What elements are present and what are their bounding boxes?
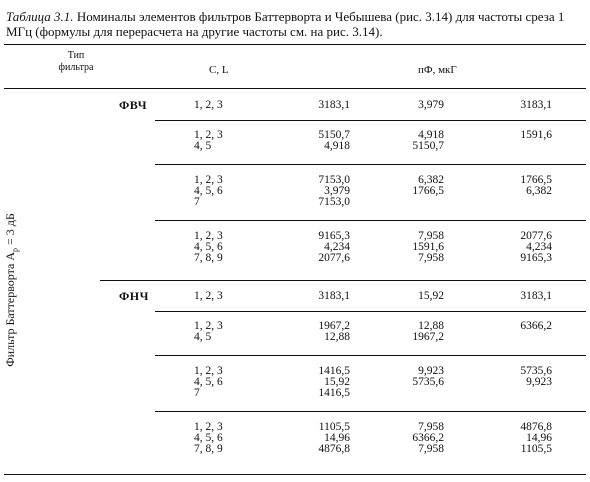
value-col2: 1591,6: [412, 241, 444, 253]
table-row: [0, 444, 590, 455]
side-label-sub: р: [10, 247, 20, 252]
value-col2: 7,958: [418, 443, 444, 455]
table-row: [0, 433, 590, 444]
value-col2: 12,88: [418, 320, 444, 332]
value-col2: 7,958: [418, 252, 444, 264]
value-col1: 1416,5: [318, 387, 350, 399]
table-row: [0, 186, 590, 197]
value-col2: 15,92: [418, 290, 444, 302]
element-indices: 7: [194, 196, 200, 208]
value-col3: 6366,2: [520, 320, 552, 332]
table-caption: [6, 9, 584, 39]
value-col1: 7153,0: [318, 196, 350, 208]
value-col3: 3183,1: [520, 290, 552, 302]
top-rule: [4, 44, 586, 45]
table-row: [0, 377, 590, 388]
value-col2: 6,382: [418, 174, 444, 186]
element-indices: 1, 2, 3: [194, 174, 223, 186]
value-col1: 5150,7: [318, 129, 350, 141]
element-indices: 4, 5, 6: [194, 376, 223, 388]
value-col3: 1105,5: [520, 443, 552, 455]
element-indices: 7, 8, 9: [194, 252, 223, 264]
table-row: [0, 366, 590, 377]
element-indices: 1, 2, 3: [194, 290, 223, 302]
value-col2: 5735,6: [412, 376, 444, 388]
value-col2: 3,979: [418, 99, 444, 111]
element-indices: 1, 2, 3: [194, 421, 223, 433]
section-rule: [100, 280, 586, 281]
element-indices: 1, 2, 3: [194, 230, 223, 242]
table-row: [0, 242, 590, 253]
header-cl: С, L: [209, 64, 229, 76]
group-separator: [155, 355, 586, 356]
value-col3: 1591,6: [520, 129, 552, 141]
table-row: [0, 291, 590, 302]
element-indices: 4, 5, 6: [194, 432, 223, 444]
value-col1: 14,96: [324, 432, 350, 444]
group-separator: [155, 120, 586, 121]
table-row: [0, 130, 590, 141]
bottom-rule: [4, 474, 586, 475]
section-title: ФНЧ: [119, 289, 149, 303]
value-col2: 7,958: [418, 421, 444, 433]
caption-text: Номиналы элементов фильтров Баттерворта и Чебышева (рис. 3.14) для частоты среза 1 МГц (формулы для перерасчета на другие частоты см. на рис. 3.14).: [6, 9, 565, 39]
element-indices: 7: [194, 387, 200, 399]
value-col1: 1967,2: [318, 320, 350, 332]
value-col3: 6,382: [526, 185, 552, 197]
value-col2: 7,958: [418, 230, 444, 242]
value-col1: 12,88: [324, 331, 350, 343]
element-indices: 4, 5: [194, 331, 212, 343]
value-col1: 2077,6: [318, 252, 350, 264]
element-indices: 4, 5, 6: [194, 185, 223, 197]
side-label-tail: = 3 дБ: [3, 213, 17, 248]
value-col3: 9,923: [526, 376, 552, 388]
value-col3: 5735,6: [520, 365, 552, 377]
element-indices: 1, 2, 3: [194, 129, 223, 141]
element-indices: 1, 2, 3: [194, 99, 223, 111]
header-units: пФ, мкГ: [418, 64, 457, 76]
header-type-line2: фильтра: [58, 62, 94, 73]
side-label: [1, 190, 19, 390]
table-row: [0, 388, 590, 399]
table-row: [0, 100, 590, 111]
value-col1: 9165,3: [318, 230, 350, 242]
element-indices: 4, 5, 6: [194, 241, 223, 253]
value-col1: 3183,1: [318, 290, 350, 302]
table-row: [0, 197, 590, 208]
table-row: [0, 231, 590, 242]
section-title: ФВЧ: [119, 98, 148, 112]
value-col3: 9165,3: [520, 252, 552, 264]
value-col1: 4,918: [324, 140, 350, 152]
value-col1: 1105,5: [318, 421, 350, 433]
value-col2: 1766,5: [412, 185, 444, 197]
value-col3: 4,234: [526, 241, 552, 253]
value-col3: 3183,1: [520, 99, 552, 111]
element-indices: 7, 8, 9: [194, 443, 223, 455]
caption-lead: Таблица 3.1.: [6, 9, 74, 24]
value-col2: 6366,2: [412, 432, 444, 444]
group-separator: [155, 311, 586, 312]
header-rule: [4, 88, 586, 89]
value-col1: 15,92: [324, 376, 350, 388]
value-col3: 14,96: [526, 432, 552, 444]
value-col2: 9,923: [418, 365, 444, 377]
group-separator: [155, 220, 586, 221]
element-indices: 4, 5: [194, 140, 212, 152]
table-row: [0, 175, 590, 186]
value-col1: 4876,8: [318, 443, 350, 455]
table-row: [0, 321, 590, 332]
value-col1: 1416,5: [318, 365, 350, 377]
table-row: [0, 332, 590, 343]
side-label-text: Фильтр Баттерворта A: [3, 251, 17, 367]
table-row: [0, 422, 590, 433]
value-col2: 4,918: [418, 129, 444, 141]
element-indices: 1, 2, 3: [194, 320, 223, 332]
group-separator: [155, 164, 586, 165]
table-row: [0, 141, 590, 152]
element-indices: 1, 2, 3: [194, 365, 223, 377]
table-row: [0, 253, 590, 264]
value-col3: 4876,8: [520, 421, 552, 433]
group-separator: [155, 411, 586, 412]
header-filter-type: [40, 50, 112, 74]
value-col2: 1967,2: [412, 331, 444, 343]
value-col3: 2077,6: [520, 230, 552, 242]
value-col1: 3,979: [324, 185, 350, 197]
value-col1: 4,234: [324, 241, 350, 253]
value-col2: 5150,7: [412, 140, 444, 152]
value-col1: 3183,1: [318, 99, 350, 111]
value-col1: 7153,0: [318, 174, 350, 186]
value-col3: 1766,5: [520, 174, 552, 186]
header-type-line1: Тип: [67, 50, 85, 61]
